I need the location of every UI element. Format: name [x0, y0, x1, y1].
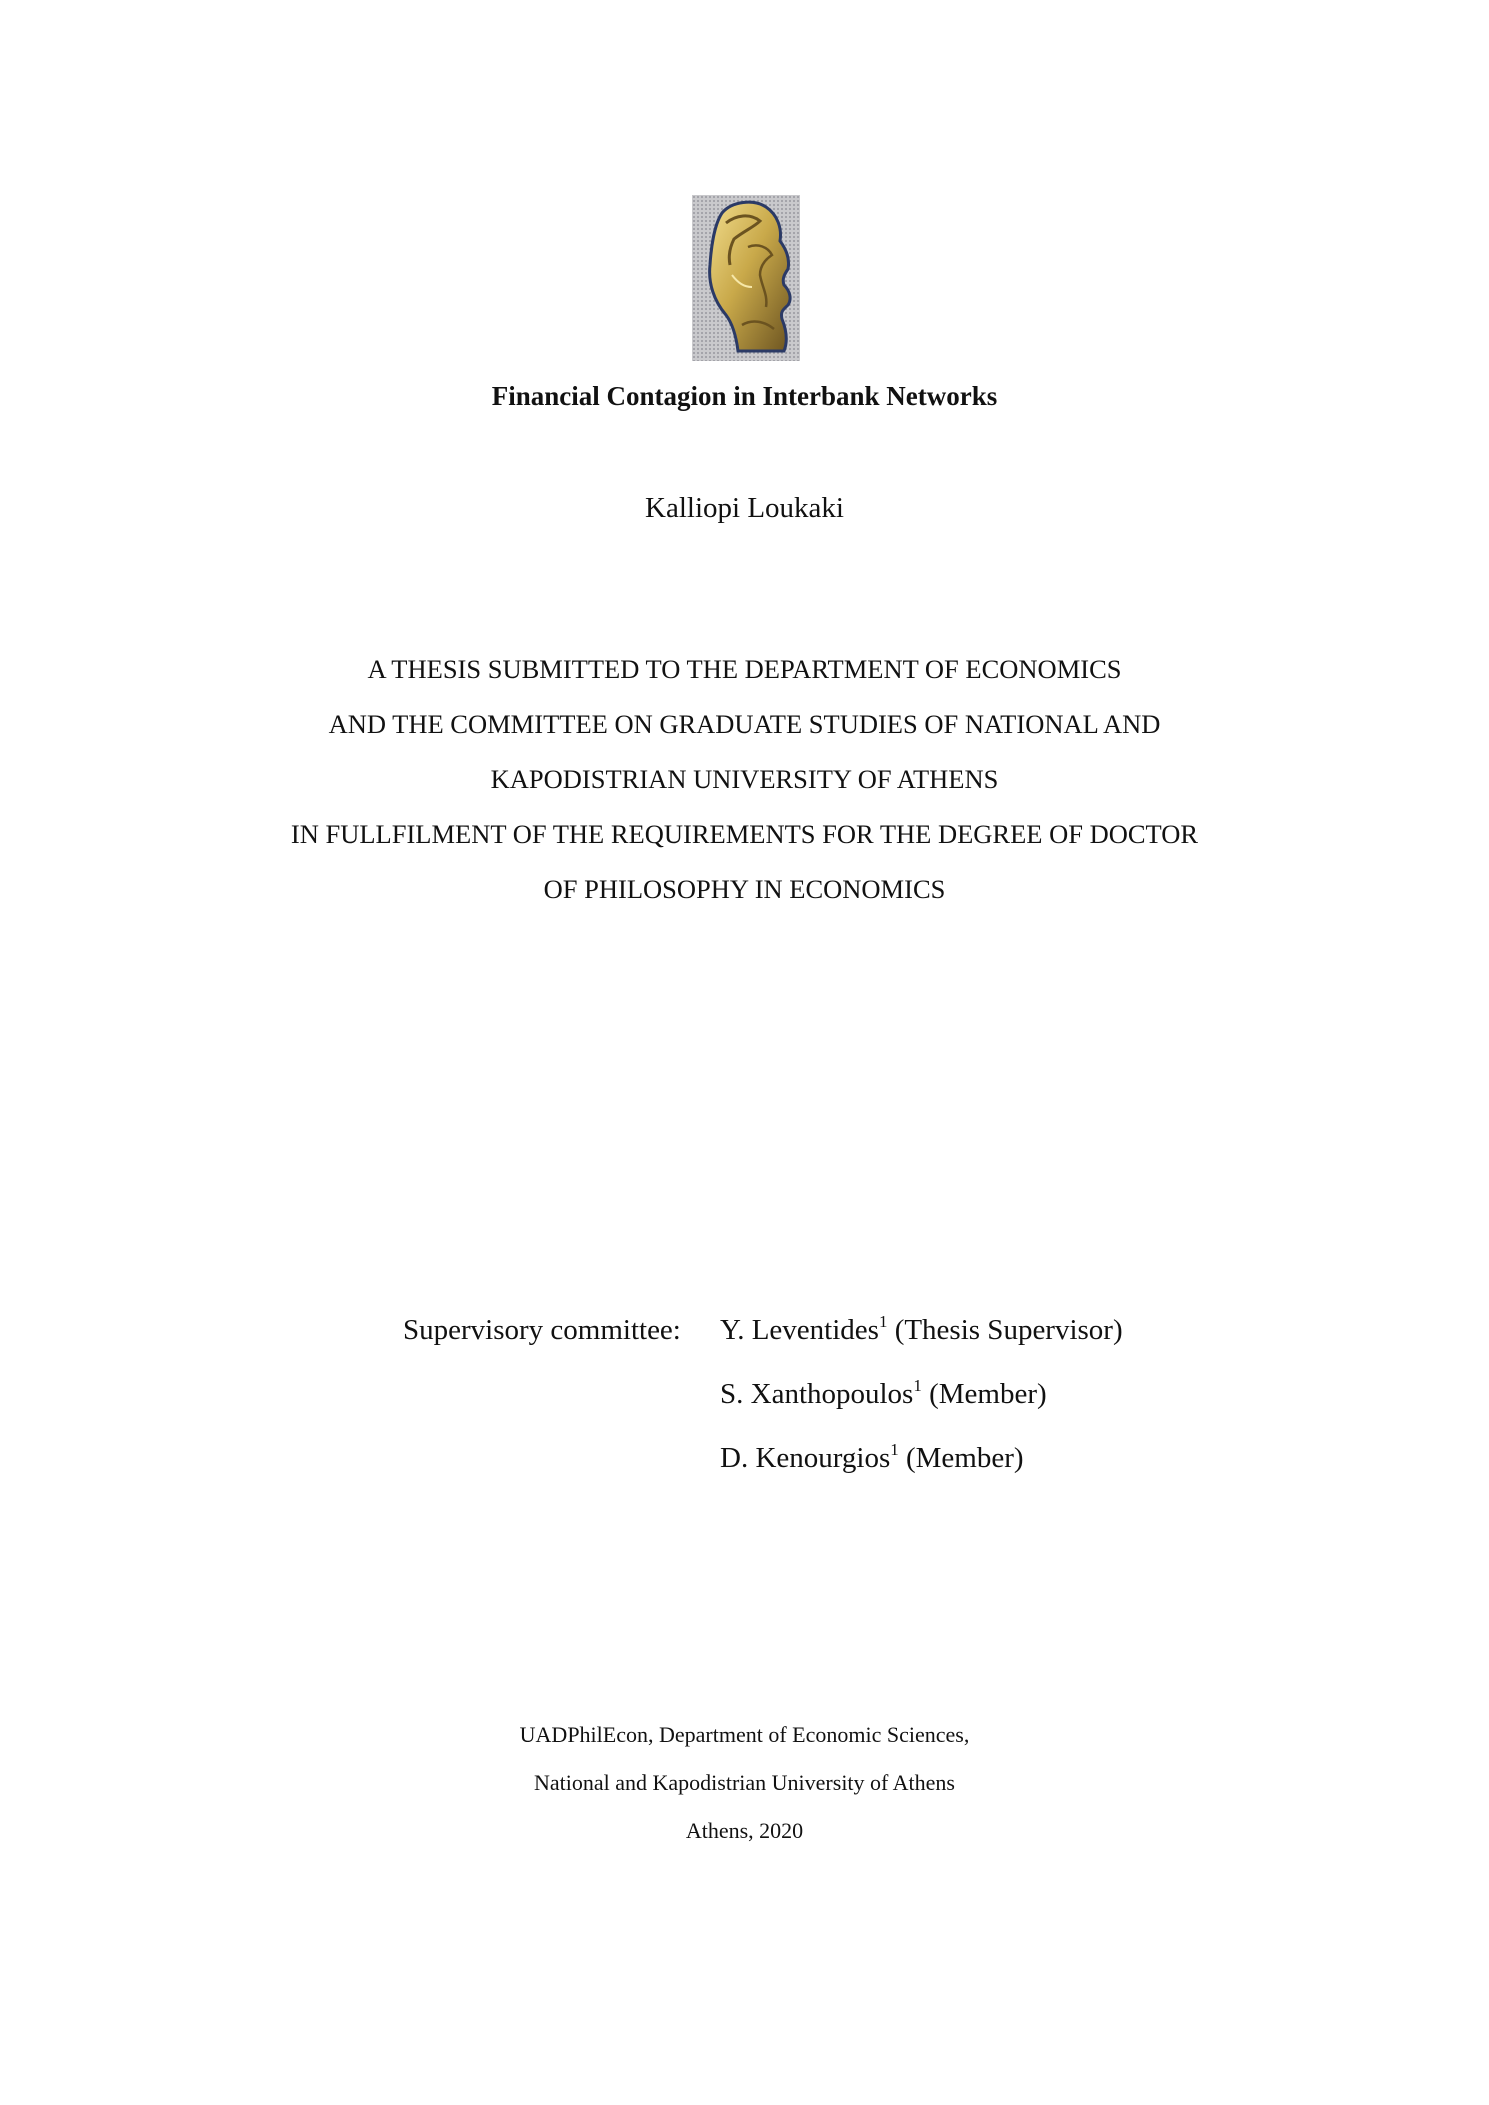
- member-role: (Member): [929, 1378, 1047, 1410]
- committee-member: [720, 1442, 1024, 1475]
- committee-label: Supervisory committee:: [403, 1314, 681, 1346]
- member-name: Y. Leventides: [720, 1314, 879, 1346]
- statement-line: OF PHILOSOPHY IN ECONOMICS: [543, 874, 946, 904]
- committee-member: [720, 1314, 1123, 1347]
- affiliation-line: Athens, 2020: [685, 1818, 804, 1843]
- statement-line: AND THE COMMITTEE ON GRADUATE STUDIES OF NATIONAL AND: [328, 709, 1161, 739]
- author-name: Kalliopi Loukaki: [645, 492, 844, 524]
- statement-line: IN FULLFILMENT OF THE REQUIREMENTS FOR THE DEGREE OF DOCTOR: [290, 819, 1199, 849]
- committee-member: [720, 1378, 1047, 1411]
- athena-head-emblem-icon: [692, 195, 800, 361]
- member-name: S. Xanthopoulos: [720, 1378, 914, 1410]
- affiliation-block: [0, 1720, 1489, 1864]
- affiliation-line: UADPhilEcon, Department of Economic Sciences,: [519, 1722, 970, 1747]
- member-role: (Member): [905, 1442, 1024, 1474]
- affiliation-line: National and Kapodistrian University of Athens: [534, 1770, 955, 1795]
- affiliation-mark: 1: [890, 1440, 899, 1459]
- degree-statement: [0, 652, 1489, 927]
- member-role: (Thesis Supervisor): [894, 1314, 1123, 1346]
- statement-line: A THESIS SUBMITTED TO THE DEPARTMENT OF ECONOMICS: [367, 654, 1122, 684]
- university-emblem: [692, 195, 800, 361]
- member-name: D. Kenourgios: [720, 1442, 891, 1474]
- thesis-title: Financial Contagion in Interbank Networks: [491, 381, 998, 411]
- affiliation-mark: 1: [913, 1376, 922, 1395]
- affiliation-mark: 1: [878, 1312, 888, 1331]
- statement-line: KAPODISTRIAN UNIVERSITY OF ATHENS: [490, 764, 999, 794]
